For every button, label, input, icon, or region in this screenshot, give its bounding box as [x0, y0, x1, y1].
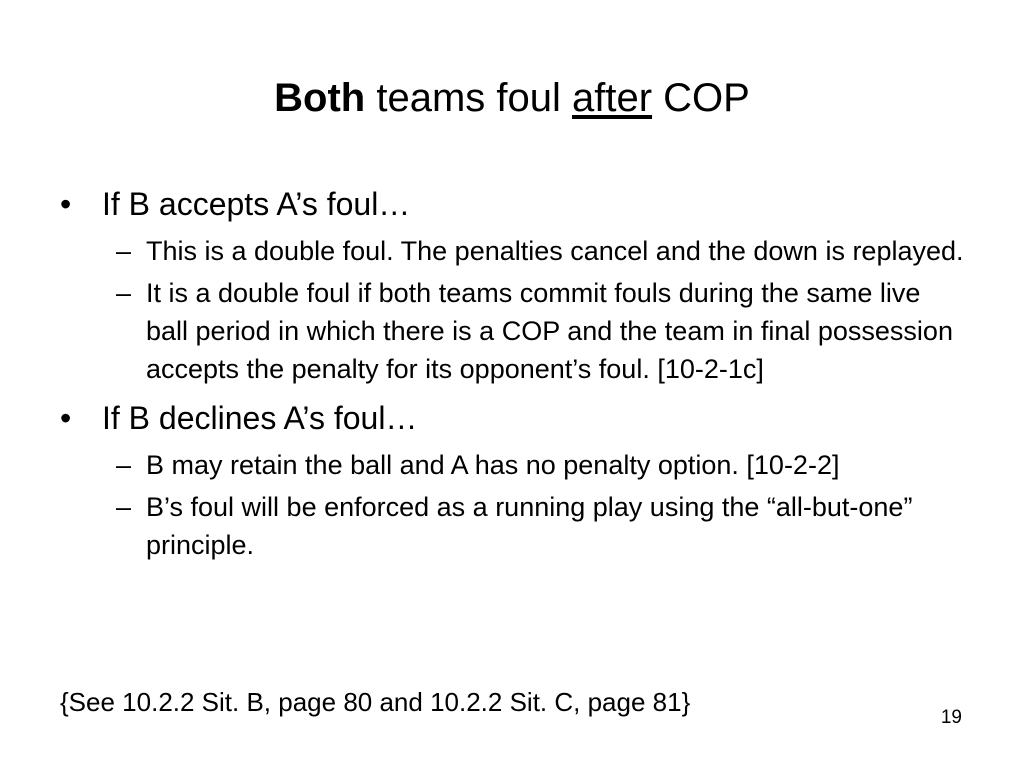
bullet-text: If B declines A’s foul…: [102, 400, 418, 436]
bullet-marker: •: [60, 186, 72, 222]
slide-title: [0, 72, 1024, 124]
sub-bullet-running-play: [58, 488, 966, 564]
title-emphasis-both: Both: [274, 76, 366, 120]
sub-bullet-marker: –: [116, 236, 132, 266]
sub-bullet-marker: –: [116, 450, 132, 480]
sub-bullet-text: B may retain the ball and A has no penalty option. [10-2-2]: [146, 450, 840, 480]
page-number: 19: [940, 707, 962, 728]
title-text-end: COP: [652, 76, 750, 120]
slide-body: [58, 184, 964, 568]
bullet-declines: [58, 398, 958, 438]
sub-bullet-double-foul-rule: [58, 274, 966, 388]
sub-bullet-double-foul: [58, 232, 966, 270]
title-text-middle: teams foul: [365, 76, 572, 120]
footnote-reference: {See 10.2.2 Sit. B, page 80 and 10.2.2 Sit. C, page 81}: [60, 687, 691, 717]
bullet-marker: •: [60, 400, 72, 436]
title-emphasis-after: after: [572, 76, 653, 120]
sub-bullet-text: It is a double foul if both teams commit fouls during the same live ball period in which there is a COP and the team in final possession accepts the penalty for its opponent’s foul. [10-2-1c]: [146, 278, 953, 384]
sub-bullet-text: B’s foul will be enforced as a running play using the “all-but-one” principle.: [146, 492, 913, 560]
sub-bullet-marker: –: [116, 278, 132, 308]
sub-bullet-retain-ball: [58, 446, 966, 484]
sub-bullet-marker: –: [116, 492, 132, 522]
sub-bullet-text: This is a double foul. The penalties cancel and the down is replayed.: [146, 236, 964, 266]
bullet-accepts: [58, 184, 958, 224]
bullet-text: If B accepts A’s foul…: [102, 186, 411, 222]
